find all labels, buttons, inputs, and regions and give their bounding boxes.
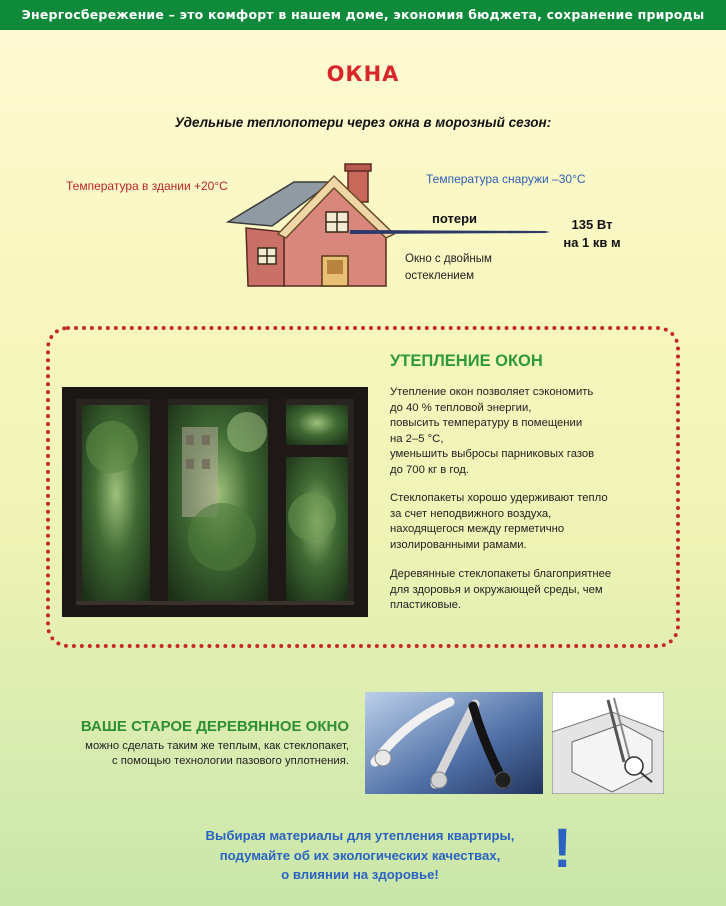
insulation-p1-line: повысить температуру в помещении <box>390 417 583 430</box>
footer-line: подумайте об их экологических качествах, <box>219 847 501 863</box>
top-banner: Энергосбережение – это комфорт в нашем доме, экономия бюджета, сохранение природы <box>0 0 726 30</box>
insulation-p3-line: Деревянные стеклопакеты благоприятнее <box>390 568 612 580</box>
insulation-p1-line: на 2–5 °С, <box>390 432 444 445</box>
old-window-line: с помощью технологии пазового уплотнения. <box>112 755 349 767</box>
insulation-paragraph-2 <box>390 491 660 553</box>
temperature-inside-label: Температура в здании +20°С <box>66 179 228 193</box>
insulation-p2-line: за счет неподвижного воздуха, <box>390 507 552 520</box>
heat-loss-value <box>552 216 632 252</box>
old-window-text <box>29 739 349 769</box>
exclamation-mark: ! <box>553 816 572 879</box>
double-glazing-note-line2: остеклением <box>405 270 475 282</box>
double-glazing-note-line1: Окно с двойным <box>405 253 492 265</box>
heat-loss-value-line1: 135 Вт <box>571 217 613 232</box>
insulation-p2-line: находящегося между герметично <box>390 523 565 536</box>
insulation-p3-line: пластиковые. <box>390 599 462 612</box>
footer-line: о влиянии на здоровье! <box>281 867 439 882</box>
footer-line: Выбирая материалы для утепления квартиры, <box>205 828 515 843</box>
heat-loss-arrow <box>350 227 550 237</box>
insulation-p1-line: до 40 % тепловой энергии, <box>390 401 532 414</box>
old-window-heading: ВАШЕ СТАРОЕ ДЕРЕВЯННОЕ ОКНО <box>80 718 349 735</box>
window-photo <box>62 387 368 617</box>
insulation-p3-line: для здоровья и окружающей среды, чем <box>390 583 603 596</box>
insulation-paragraph-1 <box>390 385 660 479</box>
insulation-paragraph-3 <box>390 567 660 614</box>
seal-installation-diagram <box>552 692 664 794</box>
seal-profiles-photo <box>365 692 543 794</box>
house-illustration <box>222 160 402 292</box>
page-title: ОКНА <box>326 62 400 86</box>
insulation-p1-line: Утепление окон позволяет сэкономить <box>390 386 594 398</box>
footer-message <box>160 826 560 885</box>
insulation-heading: УТЕПЛЕНИЕ ОКОН <box>390 352 543 370</box>
insulation-p1-line: до 700 кг в год. <box>390 463 469 476</box>
insulation-p2-line: изолированными рамами. <box>390 538 527 551</box>
double-glazing-note <box>405 251 492 285</box>
temperature-outside-label: Температура снаружи –30°С <box>426 172 586 186</box>
insulation-p2-line: Стеклопакеты хорошо удерживают тепло <box>390 492 608 504</box>
heat-loss-label: потери <box>432 211 477 226</box>
old-window-line: можно сделать таким же теплым, как стеклопакет, <box>85 740 349 752</box>
heat-loss-value-line2: на 1 кв м <box>563 235 621 250</box>
heat-loss-subtitle: Удельные теплопотери через окна в морозный сезон: <box>174 115 552 130</box>
insulation-p1-line: уменьшить выбросы парниковых газов <box>390 448 595 461</box>
